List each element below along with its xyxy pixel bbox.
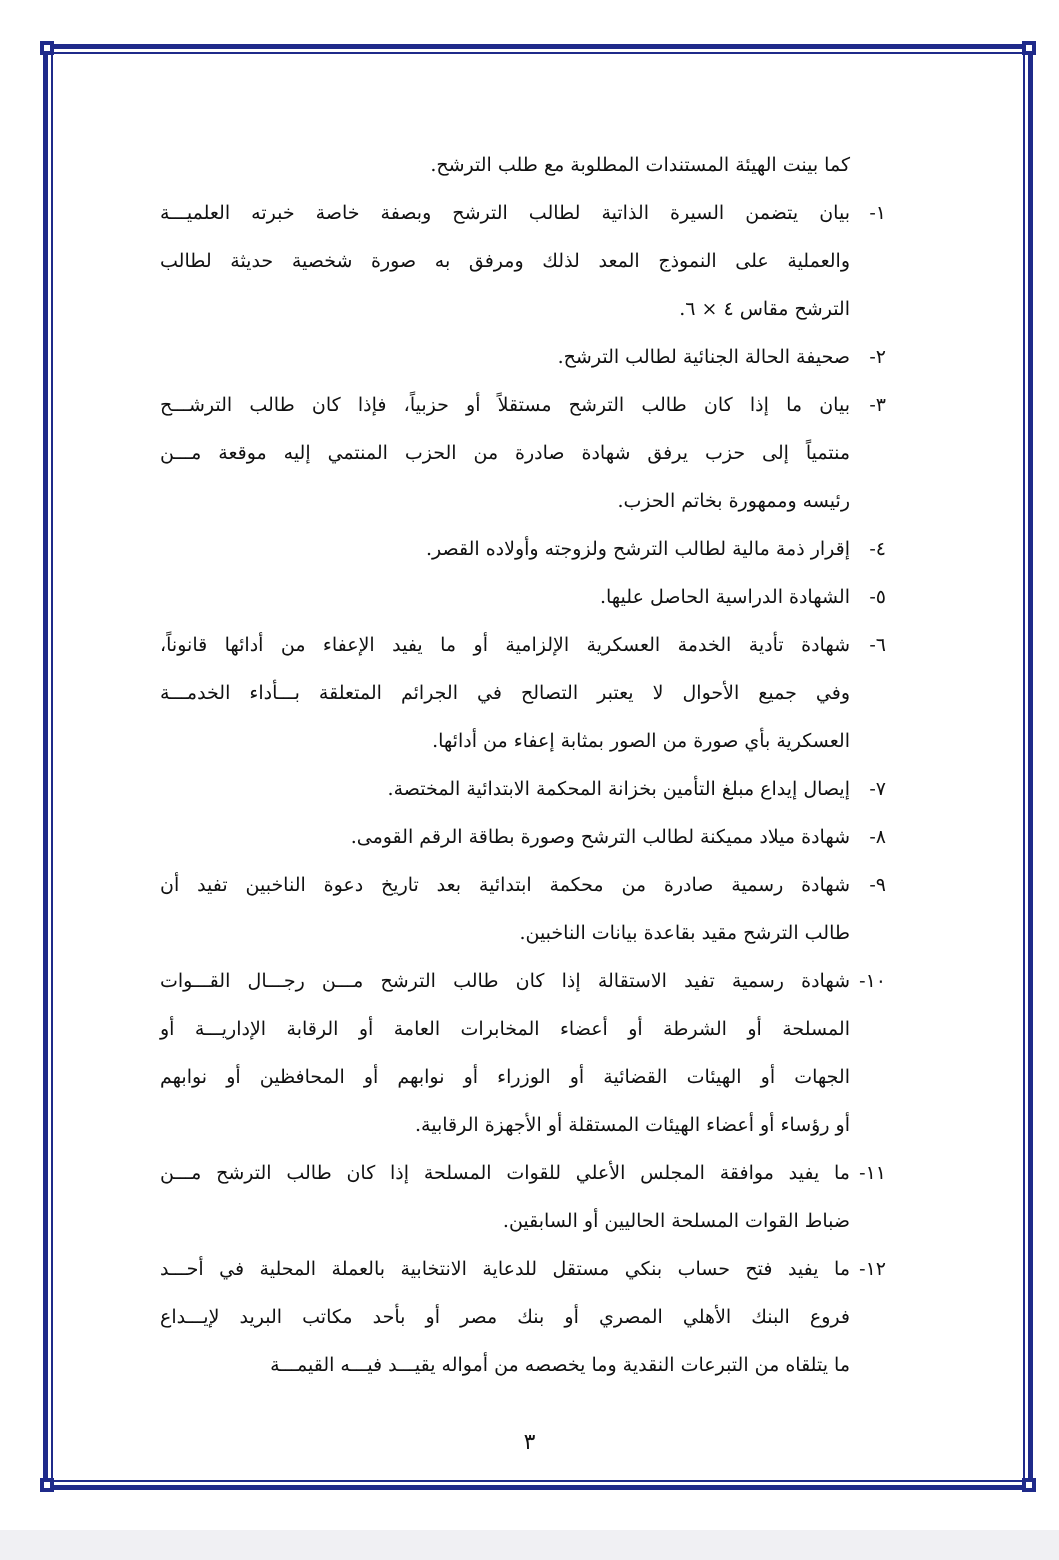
list-item	[160, 525, 886, 573]
list-item-line: بيان ما إذا كان طالب الترشح مستقلاً أو حزبياً، فإذا كان طالب الترشـــح	[160, 394, 850, 416]
list-item	[160, 189, 886, 333]
list-item	[160, 381, 886, 525]
list-item-number: ٧-	[869, 778, 886, 800]
list-item	[160, 813, 886, 861]
list-item-line: ما يتلقاه من التبرعات النقدية وما يخصصه من أمواله يقيـــد فيـــه القيمـــة	[270, 1354, 850, 1376]
list-item-line: بيان يتضمن السيرة الذاتية لطالب الترشح وبصفة خاصة خبرته العلميـــة	[160, 202, 850, 224]
list-item-number: ٣-	[869, 394, 886, 416]
list-item-line: إيصال إيداع مبلغ التأمين بخزانة المحكمة الابتدائية المختصة.	[387, 778, 850, 800]
list-item-line: الشهادة الدراسية الحاصل عليها.	[599, 586, 850, 608]
list-item-number: ١١-	[859, 1162, 886, 1184]
list-item	[160, 1245, 886, 1389]
list-item-line: إقرار ذمة مالية لطالب الترشح ولزوجته وأولاده القصر.	[425, 538, 850, 560]
list-item	[160, 573, 886, 621]
list-item-line: المسلحة أو الشرطة أو أعضاء المخابرات العامة أو الرقابة الإداريـــة أو	[160, 1018, 850, 1040]
list-item-line: شهادة ميلاد مميكنة لطالب الترشح وصورة بطاقة الرقم القومى.	[350, 826, 850, 848]
list-item-number: ٥-	[869, 586, 886, 608]
list-item-line: منتمياً إلى حزب يرفق شهادة صادرة من الحزب المنتمي إليه موقعة مـــن	[160, 442, 850, 464]
list-item-line: الترشح مقاس ٤ × ٦.	[679, 298, 850, 320]
list-item-line: شهادة رسمية تفيد الاستقالة إذا كان طالب الترشح مـــن رجـــال القـــوات	[160, 970, 850, 992]
list-item-number: ٤-	[869, 538, 886, 560]
intro-paragraph: كما بينت الهيئة المستندات المطلوبة مع طلب الترشح.	[430, 154, 850, 176]
viewer-bottom-strip	[0, 1530, 1059, 1560]
list-item-line: أو رؤساء أو أعضاء الهيئات المستقلة أو الأجهزة الرقابية.	[414, 1114, 850, 1136]
list-item	[160, 957, 886, 1149]
list-item-number: ١٠-	[859, 970, 886, 992]
list-item	[160, 765, 886, 813]
page-number: ٣	[523, 1430, 536, 1455]
list-item-line: ما يفيد فتح حساب بنكي مستقل للدعاية الانتخابية بالعملة المحلية في أحـــد	[160, 1258, 850, 1280]
list-item-number: ٢-	[869, 346, 886, 368]
list-item-line: ضباط القوات المسلحة الحاليين أو السابقين.	[502, 1210, 850, 1232]
requirements-list	[160, 189, 886, 1389]
list-item-line: ما يفيد موافقة المجلس الأعلي للقوات المسلحة إذا كان طالب الترشح مـــن	[160, 1162, 850, 1184]
list-item-line: شهادة رسمية صادرة من محكمة ابتدائية بعد تاريخ دعوة الناخبين تفيد أن	[160, 874, 850, 896]
document-body	[160, 141, 886, 1389]
list-item-line: والعملية على النموذج المعد لذلك ومرفق به صورة شخصية حديثة لطالب	[160, 250, 850, 272]
list-item	[160, 861, 886, 957]
list-item-line: طالب الترشح مقيد بقاعدة بيانات الناخبين.	[519, 922, 850, 944]
corner-ornament-bottom-right	[1022, 1478, 1036, 1492]
list-item-number: ١-	[869, 202, 886, 224]
list-item-line: شهادة تأدية الخدمة العسكرية الإلزامية أو ما يفيد الإعفاء من أدائها قانوناً،	[160, 634, 850, 656]
list-item-line: صحيفة الحالة الجنائية لطالب الترشح.	[557, 346, 850, 368]
list-item	[160, 621, 886, 765]
list-item-line: وفي جميع الأحوال لا يعتبر التصالح في الجرائم المتعلقة بـــأداء الخدمـــة	[160, 682, 850, 704]
list-item-line: الجهات أو الهيئات القضائية أو الوزراء أو نوابهم أو المحافظين أو نوابهم	[160, 1066, 850, 1088]
list-item-number: ١٢-	[859, 1258, 886, 1280]
list-item-line: العسكرية بأي صورة من الصور بمثابة إعفاء من أدائها.	[432, 730, 850, 752]
list-item-number: ٩-	[869, 874, 886, 896]
corner-ornament-top-right	[1022, 41, 1036, 55]
list-item-line: فروع البنك الأهلي المصري أو بنك مصر أو بأحد مكاتب البريد لإيـــداع	[160, 1306, 850, 1328]
list-item-line: رئيسه وممهورة بخاتم الحزب.	[617, 490, 850, 512]
list-item	[160, 333, 886, 381]
list-item-number: ٨-	[869, 826, 886, 848]
list-item	[160, 1149, 886, 1245]
corner-ornament-top-left	[40, 41, 54, 55]
list-item-number: ٦-	[869, 634, 886, 656]
corner-ornament-bottom-left	[40, 1478, 54, 1492]
